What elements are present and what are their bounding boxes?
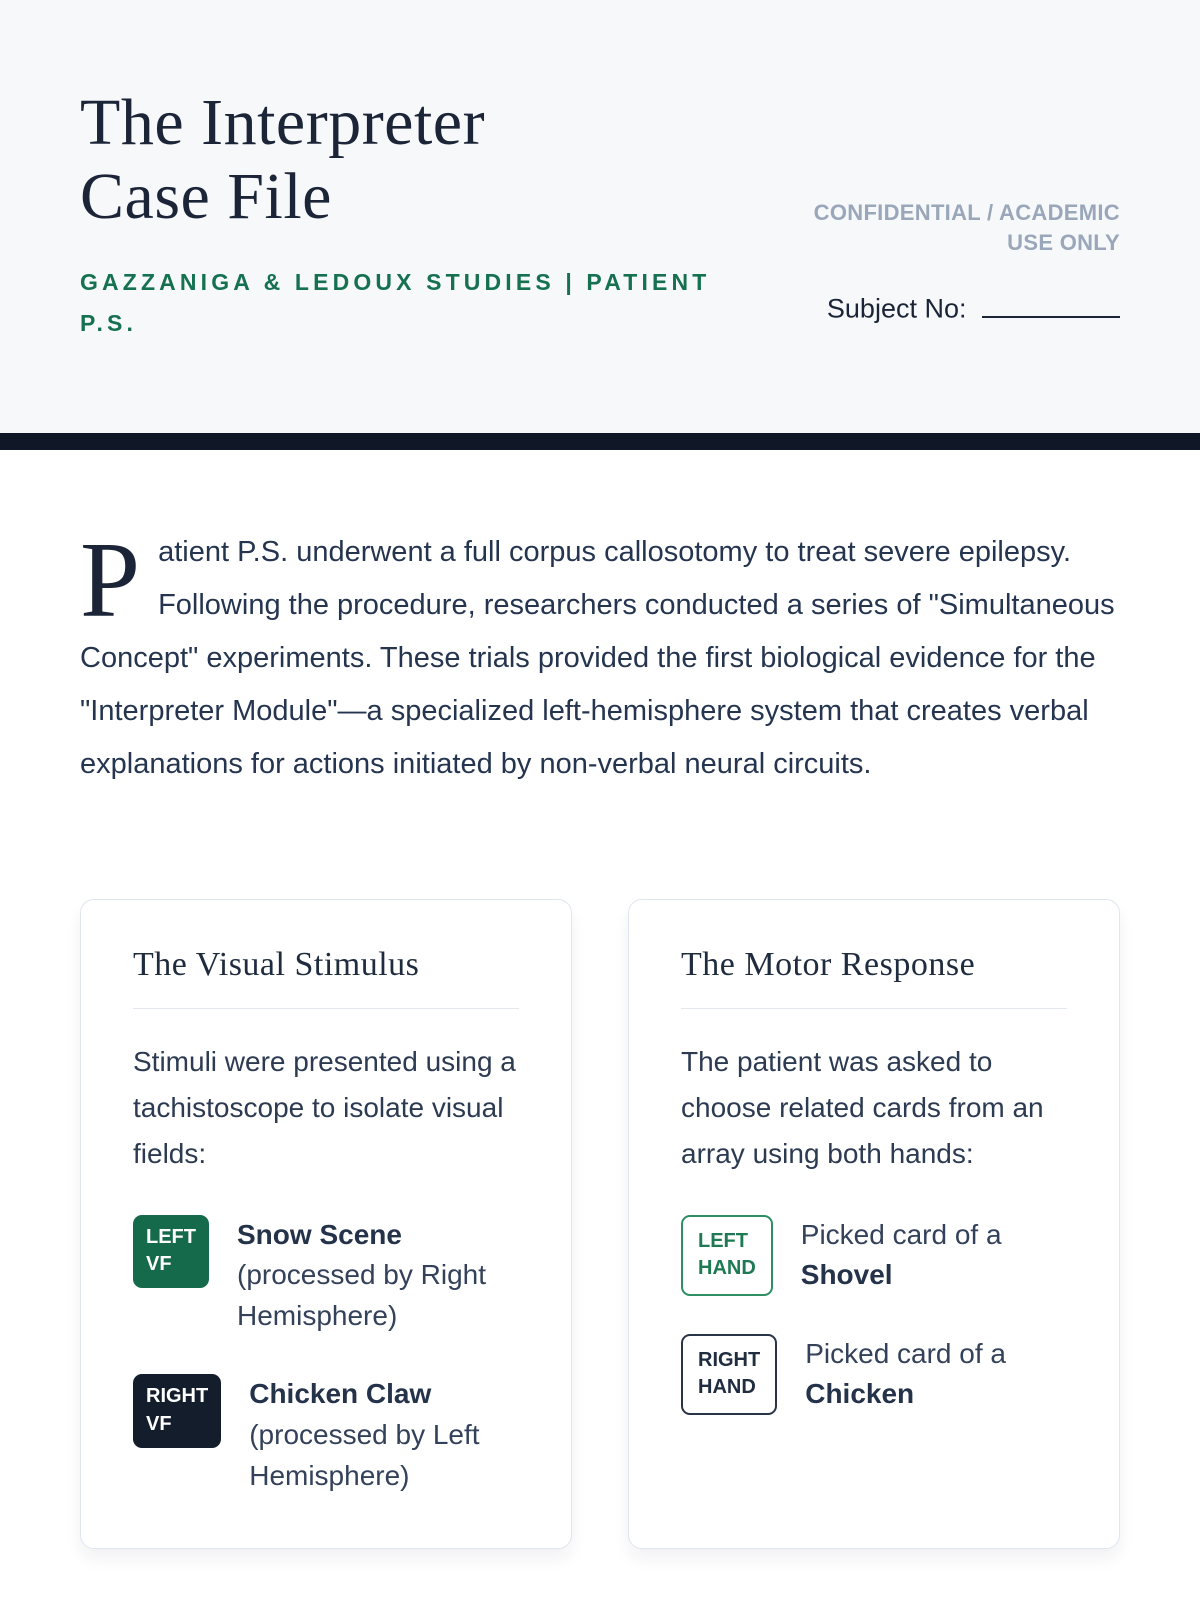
- response-item-right-hand: [681, 1334, 1067, 1415]
- response-item-text: [801, 1215, 1002, 1296]
- page-title-line1: The Interpreter: [80, 86, 486, 159]
- cards-row: [80, 899, 1120, 1549]
- stimulus-name: Snow Scene: [237, 1218, 402, 1250]
- card-title-motor-response: The Motor Response: [681, 945, 976, 983]
- response-prefix: Picked card of a: [805, 1337, 1006, 1369]
- card-title-visual-stimulus: The Visual Stimulus: [133, 945, 420, 983]
- stimulus-name: Chicken Claw: [249, 1378, 432, 1410]
- response-item-text: [805, 1334, 1006, 1415]
- card-intro-motor-response: The patient was asked to choose related cards from an array using both hands:: [681, 1045, 1044, 1169]
- stimulus-detail: (processed by Left Hemisphere): [249, 1419, 480, 1491]
- card-divider: [133, 1008, 519, 1009]
- stimulus-item-right-vf: [133, 1374, 519, 1496]
- right-vf-badge: RIGHT VF: [133, 1374, 221, 1447]
- confidential-label: CONFIDENTIAL / ACADEMIC USE ONLY: [813, 200, 1120, 255]
- response-prefix: Picked card of a: [800, 1218, 1002, 1250]
- main-content: [0, 450, 1200, 1586]
- card-motor-response: [628, 899, 1120, 1549]
- stimulus-item-left-vf: [133, 1215, 519, 1337]
- card-divider: [681, 1008, 1067, 1009]
- intro-paragraph: [80, 520, 1120, 791]
- header-meta-block: [790, 86, 1120, 325]
- header-title-block: [80, 86, 720, 345]
- page-subtitle: GAZZANIGA & LEDOUX STUDIES | PATIENT P.S.: [80, 268, 711, 337]
- intro-text: atient P.S. underwent a full corpus callosotomy to treat severe epilepsy. Following the procedure, researchers conducted a series of "Simultaneous Concept" experiments. These trials provided the first biological evidence for the "Interpreter Module"—a specialized left-hemisphere system that creates verbal explanations for actions initiated by non-verbal neural circuits.: [80, 535, 1115, 780]
- response-card-name: Shovel: [800, 1259, 893, 1291]
- subject-no-label: Subject No:: [826, 293, 967, 324]
- divider-bar: [0, 433, 1200, 450]
- card-visual-stimulus: [80, 899, 572, 1549]
- stimulus-detail: (processed by Right Hemisphere): [237, 1259, 487, 1331]
- stimulus-item-text: [249, 1374, 504, 1496]
- response-card-name: Chicken: [805, 1378, 915, 1410]
- stimulus-item-text: [237, 1215, 492, 1337]
- page-title: [80, 86, 720, 234]
- left-vf-badge: LEFT VF: [133, 1215, 209, 1288]
- subject-no-line: [790, 289, 1120, 324]
- response-item-left-hand: [681, 1215, 1067, 1296]
- page-title-line2: Case File: [80, 159, 332, 233]
- header: [0, 0, 1200, 433]
- drop-cap: P: [80, 520, 141, 640]
- left-hand-badge: LEFT HAND: [681, 1215, 773, 1296]
- card-intro-visual-stimulus: Stimuli were presented using a tachistoscope to isolate visual fields:: [133, 1045, 516, 1169]
- subject-no-blank: [982, 289, 1120, 317]
- right-hand-badge: RIGHT HAND: [681, 1334, 777, 1415]
